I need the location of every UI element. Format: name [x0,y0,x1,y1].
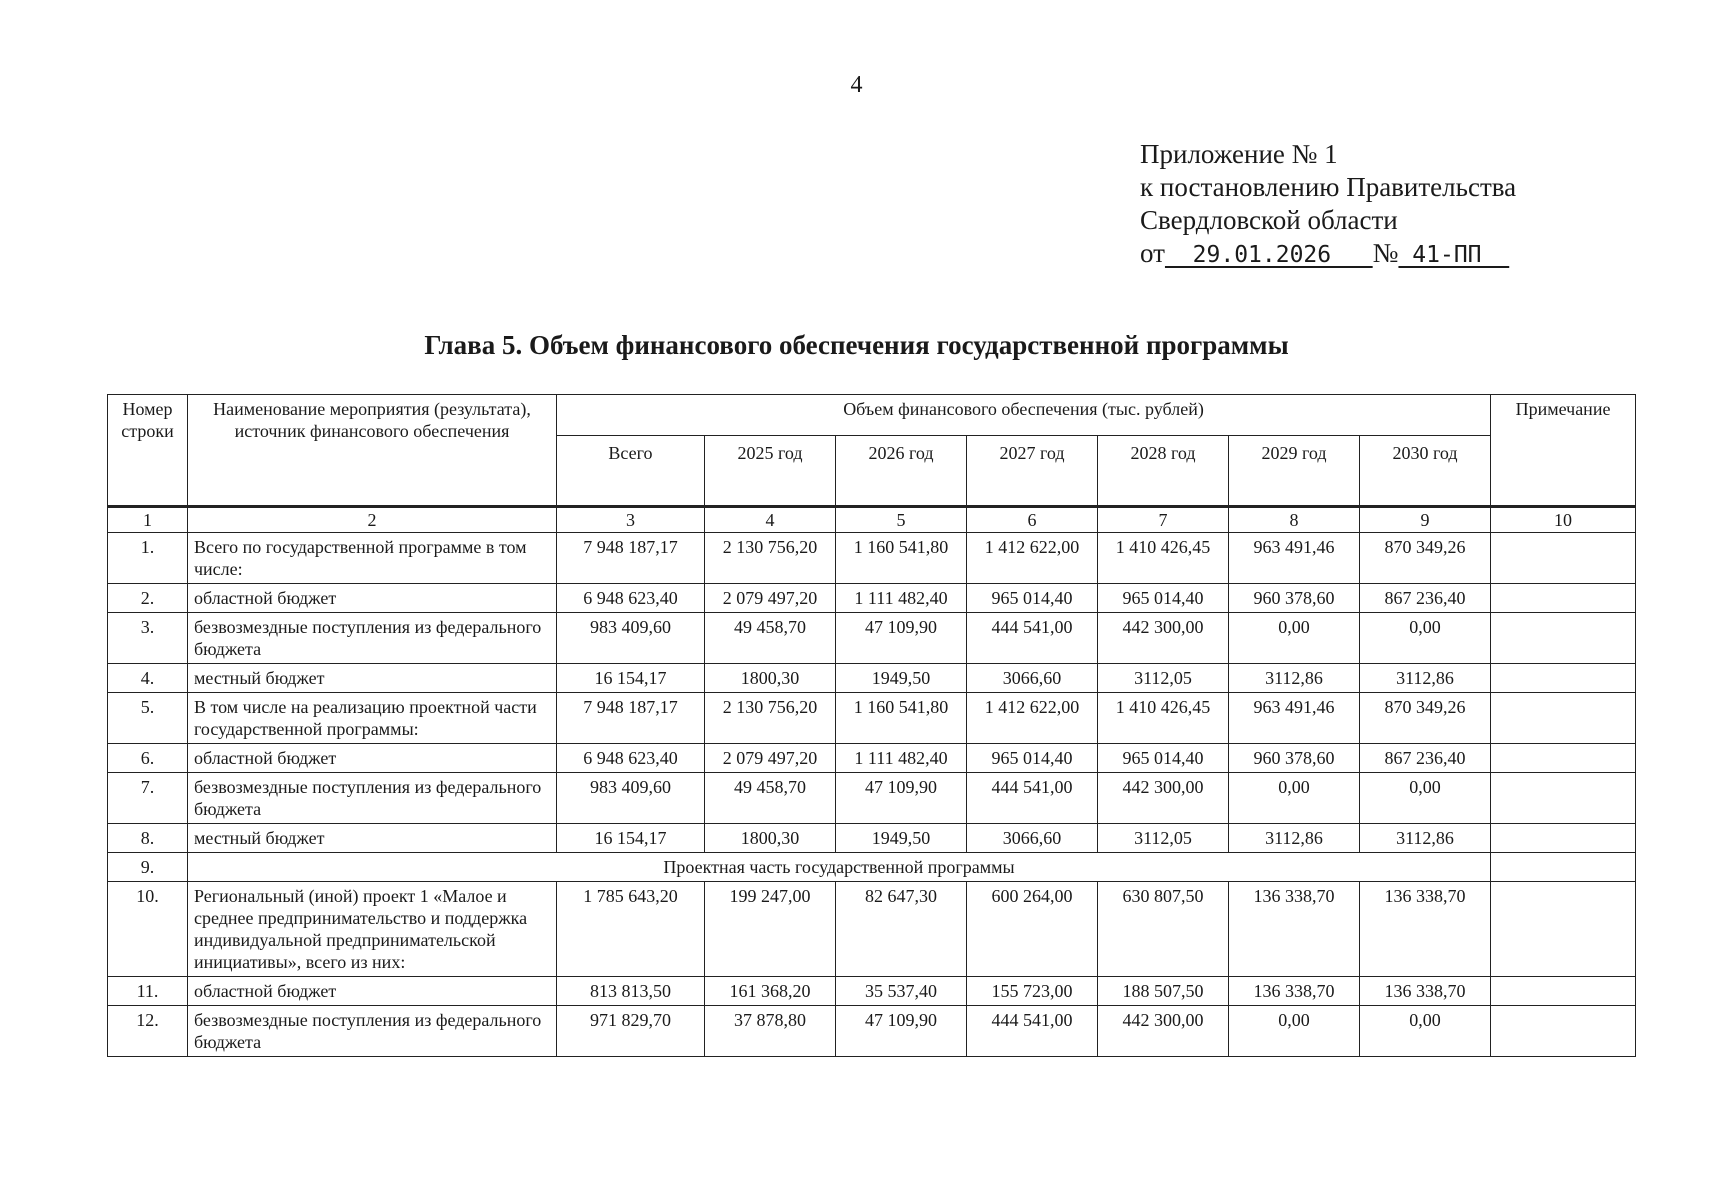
column-index: 9 [1360,507,1491,533]
header-2030: 2030 год [1360,436,1491,507]
table-row [108,773,1636,824]
row-number: 7. [108,773,188,824]
row-value: 2 130 756,20 [705,533,836,584]
row-value: 444 541,00 [967,1006,1098,1057]
table-row [108,613,1636,664]
row-value: 444 541,00 [967,773,1098,824]
header-row-1 [108,395,1636,436]
row-note [1491,533,1636,584]
row-value: 965 014,40 [1098,744,1229,773]
row-number: 4. [108,664,188,693]
date-prefix: от [1140,238,1165,268]
row-value: 1949,50 [836,664,967,693]
row-value: 3112,86 [1229,824,1360,853]
appendix-block [1140,138,1516,272]
row-number: 11. [108,977,188,1006]
page-number: 4 [850,72,863,98]
row-value: 600 264,00 [967,882,1098,977]
row-number: 10. [108,882,188,977]
row-value: 1 412 622,00 [967,693,1098,744]
row-name: областной бюджет [188,744,557,773]
row-value: 6 948 623,40 [557,744,705,773]
row-value: 0,00 [1229,1006,1360,1057]
row-value: 7 948 187,17 [557,693,705,744]
row-value: 47 109,90 [836,773,967,824]
row-value: 3066,60 [967,824,1098,853]
row-number: 9. [108,853,188,882]
row-value: 1 111 482,40 [836,584,967,613]
row-value: 0,00 [1360,1006,1491,1057]
row-name: безвозмездные поступления из федерального бюджета [188,613,557,664]
row-value: 155 723,00 [967,977,1098,1006]
row-note [1491,584,1636,613]
row-value: 16 154,17 [557,824,705,853]
row-name: Региональный (иной) проект 1 «Малое и среднее предпринимательство и поддержка индивидуальной предпринимательской инициативы», всего из них: [188,882,557,977]
table-row [108,824,1636,853]
header-2025: 2025 год [705,436,836,507]
resolution-number: 41-ПП [1398,242,1510,268]
financing-table [107,394,1636,1057]
number-prefix: № [1372,238,1399,268]
row-value: 2 079 497,20 [705,744,836,773]
row-value: 49 458,70 [705,613,836,664]
row-value: 1 785 643,20 [557,882,705,977]
row-note [1491,664,1636,693]
resolution-date: 29.01.2026 [1164,242,1373,268]
row-value: 0,00 [1229,613,1360,664]
row-value: 1949,50 [836,824,967,853]
row-number: 6. [108,744,188,773]
row-value: 161 368,20 [705,977,836,1006]
row-value: 870 349,26 [1360,533,1491,584]
header-name: Наименование мероприятия (результата), источник финансового обеспечения [188,395,557,507]
row-value: 960 378,60 [1229,744,1360,773]
row-value: 630 807,50 [1098,882,1229,977]
row-note [1491,1006,1636,1057]
row-value: 3112,86 [1229,664,1360,693]
appendix-line-1: Приложение № 1 [1140,139,1338,169]
row-name: Всего по государственной программе в том числе: [188,533,557,584]
row-name: безвозмездные поступления из федерального бюджета [188,773,557,824]
row-value: 965 014,40 [1098,584,1229,613]
row-value: 6 948 623,40 [557,584,705,613]
row-value: 82 647,30 [836,882,967,977]
row-note [1491,977,1636,1006]
row-name: областной бюджет [188,584,557,613]
table-row [108,533,1636,584]
table-row [108,584,1636,613]
row-value: 2 079 497,20 [705,584,836,613]
column-index-row [108,507,1636,533]
row-value: 965 014,40 [967,744,1098,773]
row-value: 442 300,00 [1098,613,1229,664]
row-name: областной бюджет [188,977,557,1006]
header-total: Всего [557,436,705,507]
row-value: 1 412 622,00 [967,533,1098,584]
row-note [1491,693,1636,744]
row-note [1491,882,1636,977]
section-label: Проектная часть государственной программы [188,853,1491,882]
row-value: 1 160 541,80 [836,533,967,584]
row-name: местный бюджет [188,664,557,693]
table-row [108,977,1636,1006]
chapter-title: Глава 5. Объем финансового обеспечения государственной программы [424,330,1289,360]
row-value: 442 300,00 [1098,773,1229,824]
row-number: 3. [108,613,188,664]
row-note [1491,744,1636,773]
row-value: 0,00 [1229,773,1360,824]
row-value: 136 338,70 [1360,977,1491,1006]
row-value: 1 410 426,45 [1098,533,1229,584]
row-value: 1 160 541,80 [836,693,967,744]
row-number: 5. [108,693,188,744]
column-index: 8 [1229,507,1360,533]
row-value: 35 537,40 [836,977,967,1006]
row-value: 0,00 [1360,773,1491,824]
row-name: В том числе на реализацию проектной части государственной программы: [188,693,557,744]
row-value: 47 109,90 [836,1006,967,1057]
column-index: 1 [108,507,188,533]
appendix-line-3: Свердловской области [1140,205,1398,235]
header-2027: 2027 год [967,436,1098,507]
header-row-number: Номер строки [108,395,188,507]
table-row [108,693,1636,744]
row-value: 442 300,00 [1098,1006,1229,1057]
column-index: 2 [188,507,557,533]
row-value: 136 338,70 [1229,977,1360,1006]
row-name: безвозмездные поступления из федерального бюджета [188,1006,557,1057]
row-value: 2 130 756,20 [705,693,836,744]
row-value: 3112,86 [1360,824,1491,853]
column-index: 4 [705,507,836,533]
column-index: 10 [1491,507,1636,533]
row-value: 963 491,46 [1229,693,1360,744]
row-value: 867 236,40 [1360,744,1491,773]
row-number: 12. [108,1006,188,1057]
row-value: 971 829,70 [557,1006,705,1057]
row-value: 3112,05 [1098,824,1229,853]
row-value: 1800,30 [705,824,836,853]
row-value: 136 338,70 [1229,882,1360,977]
row-value: 0,00 [1360,613,1491,664]
header-volume: Объем финансового обеспечения (тыс. рублей) [557,395,1491,436]
row-value: 983 409,60 [557,773,705,824]
row-value: 813 813,50 [557,977,705,1006]
table-row [108,882,1636,977]
row-value: 49 458,70 [705,773,836,824]
row-value: 47 109,90 [836,613,967,664]
row-value: 199 247,00 [705,882,836,977]
row-value: 16 154,17 [557,664,705,693]
row-number: 8. [108,824,188,853]
row-value: 963 491,46 [1229,533,1360,584]
header-2026: 2026 год [836,436,967,507]
row-value: 7 948 187,17 [557,533,705,584]
row-value: 1 410 426,45 [1098,693,1229,744]
row-value: 1 111 482,40 [836,744,967,773]
column-index: 3 [557,507,705,533]
row-value: 3066,60 [967,664,1098,693]
row-value: 1800,30 [705,664,836,693]
column-index: 5 [836,507,967,533]
appendix-date-line [1140,237,1516,272]
table-row [108,744,1636,773]
row-name: местный бюджет [188,824,557,853]
row-note [1491,824,1636,853]
row-value: 960 378,60 [1229,584,1360,613]
row-value: 188 507,50 [1098,977,1229,1006]
row-number: 2. [108,584,188,613]
row-note [1491,853,1636,882]
header-note: Примечание [1491,395,1636,507]
row-value: 983 409,60 [557,613,705,664]
header-2029: 2029 год [1229,436,1360,507]
row-value: 37 878,80 [705,1006,836,1057]
column-index: 7 [1098,507,1229,533]
table-row [108,664,1636,693]
row-note [1491,773,1636,824]
row-value: 867 236,40 [1360,584,1491,613]
section-row [108,853,1636,882]
row-number: 1. [108,533,188,584]
table-row [108,1006,1636,1057]
row-value: 136 338,70 [1360,882,1491,977]
appendix-line-2: к постановлению Правительства [1140,172,1517,202]
row-value: 965 014,40 [967,584,1098,613]
column-index: 6 [967,507,1098,533]
row-note [1491,613,1636,664]
row-value: 444 541,00 [967,613,1098,664]
header-2028: 2028 год [1098,436,1229,507]
row-value: 870 349,26 [1360,693,1491,744]
row-value: 3112,05 [1098,664,1229,693]
row-value: 3112,86 [1360,664,1491,693]
